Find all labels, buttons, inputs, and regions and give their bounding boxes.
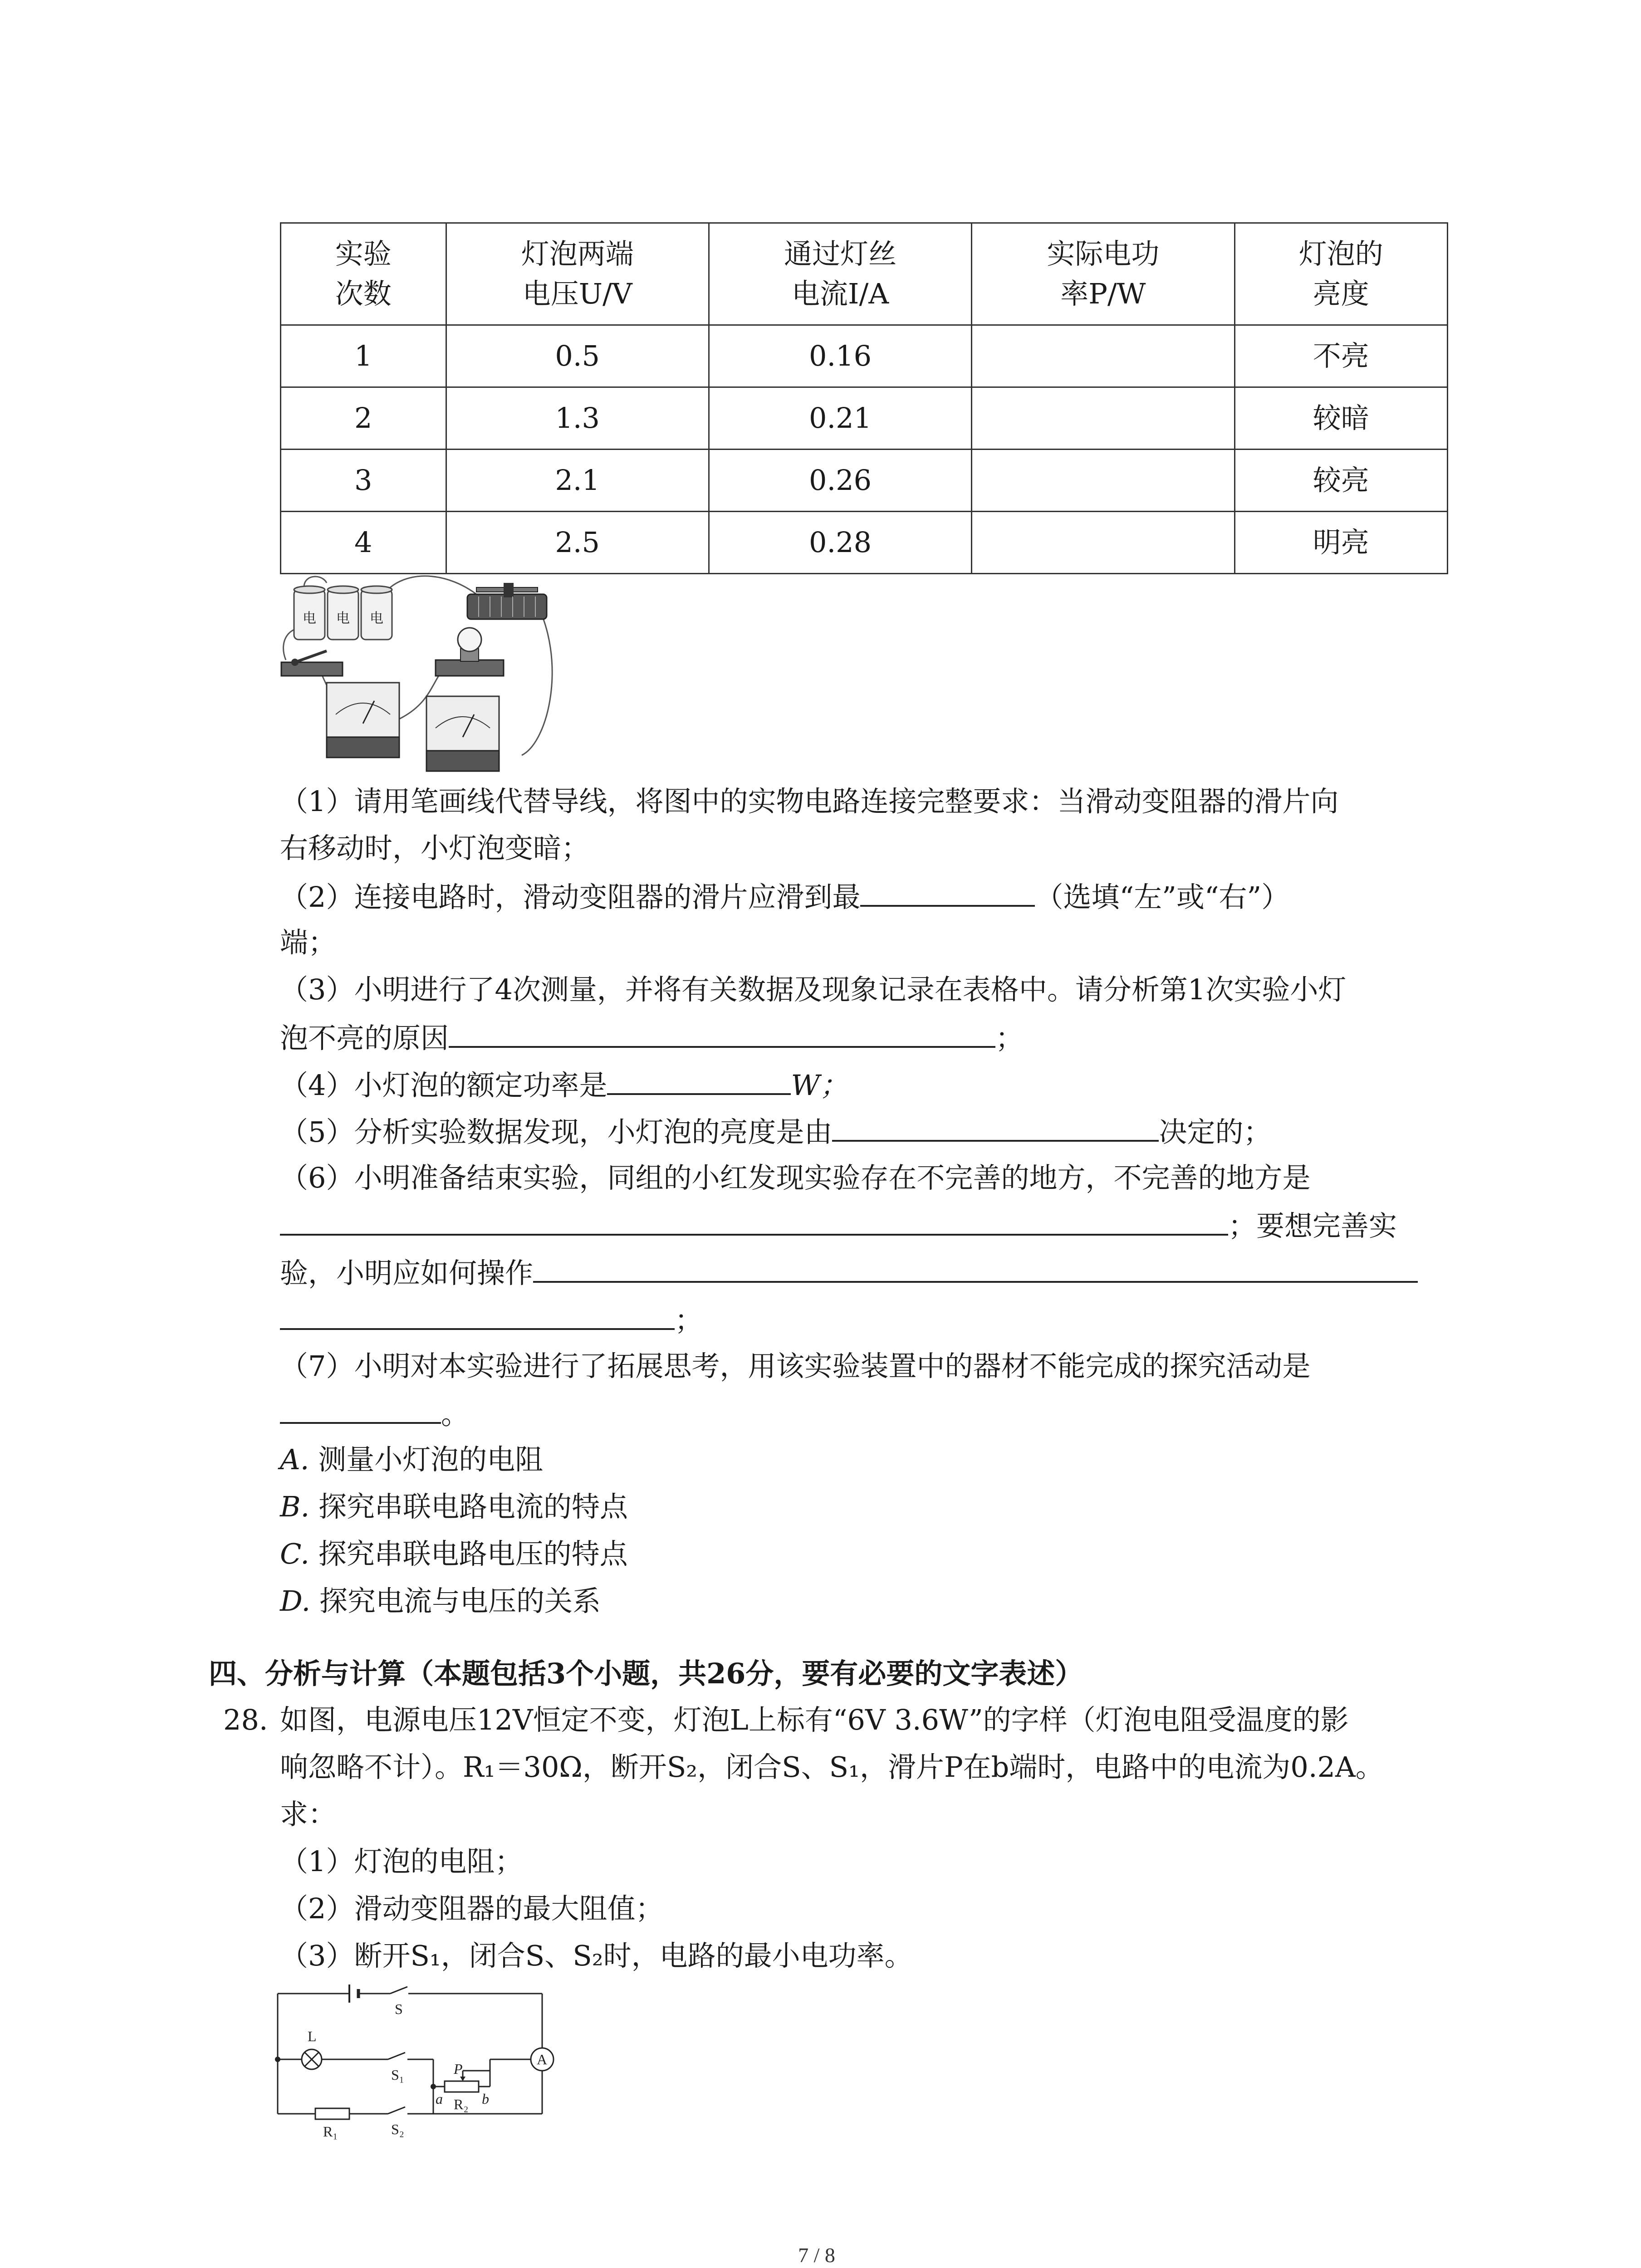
label-s1: S₁ [391, 2067, 404, 2083]
svg-text:电: 电 [370, 611, 383, 626]
q6-line2-suffix: ；要想完善实 [1228, 1209, 1397, 1242]
q2-line2: 端； [280, 926, 337, 959]
table-row [281, 325, 1448, 387]
table-header-cell: 灯泡的 亮度 [1234, 223, 1447, 325]
table-cell: 3 [281, 450, 446, 512]
q6-line3 [280, 1249, 1418, 1296]
q6-line4-suffix: ； [675, 1304, 703, 1337]
page-number: 7 / 8 [798, 2244, 835, 2267]
table-cell: 明亮 [1234, 512, 1447, 574]
table-cell: 0.16 [709, 325, 971, 387]
battery-cell [294, 586, 325, 640]
table-cell: 较亮 [1234, 450, 1447, 512]
q3-line2 [280, 1014, 1024, 1061]
q7-line1: （7）小明对本实验进行了拓展思考，用该实验装置中的器材不能完成的探究活动是 [280, 1349, 1311, 1383]
q28-sub3: （3）断开S₁，闭合S、S₂时，电路的最小电功率。 [280, 1939, 913, 1972]
table-cell[interactable] [972, 450, 1234, 512]
switch [281, 651, 343, 676]
label-b-terminal: b [482, 2091, 489, 2107]
table-cell: 4 [281, 512, 446, 574]
table-header-cell: 通过灯丝 电流I/A [709, 223, 971, 325]
q7-answer-blank[interactable] [280, 1390, 441, 1424]
battery-cell [361, 586, 392, 640]
table-cell: 0.28 [709, 512, 971, 574]
q6-answer-blank-1[interactable] [280, 1202, 1228, 1236]
option-b[interactable]: B. 探究串联电路电流的特点 [280, 1490, 628, 1523]
table-body [281, 325, 1448, 574]
q3-suffix: ； [995, 1022, 1024, 1055]
label-s2: S₂ [391, 2121, 404, 2137]
option-d[interactable]: D. 探究电流与电压的关系 [280, 1584, 601, 1618]
label-p: P [454, 2061, 463, 2077]
battery-cell [328, 586, 358, 640]
option-c[interactable]: C. 探究串联电路电压的特点 [280, 1537, 628, 1570]
q7-line2 [280, 1390, 469, 1437]
table-row [281, 387, 1448, 450]
table-header-cell: 实际电功 率P/W [972, 223, 1234, 325]
svg-text:电: 电 [336, 611, 350, 626]
label-s: S [395, 2001, 403, 2017]
q5-suffix: 决定的； [1159, 1115, 1272, 1149]
q2-answer-blank[interactable] [860, 873, 1035, 907]
table-header-cell: 实验 次数 [281, 223, 446, 325]
q28-number: 28. [223, 1703, 268, 1736]
table-cell: 1.3 [446, 387, 709, 450]
table-cell[interactable] [972, 387, 1234, 450]
q4-suffix: W； [791, 1069, 848, 1102]
data-table [280, 222, 1448, 574]
q28-line2: 响忽略不计）。R₁＝30Ω，断开S₂，闭合S、S₁，滑片P在b端时，电路中的电流为0.2A。 [280, 1750, 1384, 1784]
q4-answer-blank[interactable] [607, 1061, 791, 1095]
q5-line [280, 1108, 1271, 1155]
q6-line2 [280, 1202, 1397, 1249]
table-cell[interactable] [972, 512, 1234, 574]
q7-suffix: 。 [441, 1398, 470, 1431]
apparatus-figure [277, 569, 567, 773]
label-l: L [308, 2028, 317, 2044]
table-cell: 较暗 [1234, 387, 1447, 450]
label-ammeter: A [537, 2051, 548, 2068]
q1-line1: （1）请用笔画线代替导线，将图中的实物电路连接完整要求：当滑动变阻器的滑片向 [280, 785, 1339, 818]
q6-line4 [280, 1296, 703, 1343]
q6-answer-blank-2[interactable] [533, 1249, 1418, 1283]
ammeter [327, 683, 399, 758]
rheostat [467, 583, 547, 619]
q28-line1: 如图，电源电压12V恒定不变，灯泡L上标有“6V 3.6W”的字样（灯泡电阻受温度的影 [280, 1703, 1349, 1736]
q1-line2: 右移动时，小灯泡变暗； [280, 831, 590, 865]
q2-line1 [280, 873, 1289, 920]
table-cell: 2 [281, 387, 446, 450]
table-cell: 0.21 [709, 387, 971, 450]
q6-line1: （6）小明准备结束实验，同组的小红发现实验存在不完善的地方，不完善的地方是 [280, 1161, 1311, 1194]
table-cell: 1 [281, 325, 446, 387]
table-cell: 0.5 [446, 325, 709, 387]
table-cell: 不亮 [1234, 325, 1447, 387]
table-header-row [281, 223, 1448, 325]
q4-prefix: （4）小灯泡的额定功率是 [280, 1069, 607, 1102]
q5-prefix: （5）分析实验数据发现，小灯泡的亮度是由 [280, 1115, 833, 1149]
q28-line3: 求： [280, 1798, 337, 1831]
circuit-diagram [272, 1978, 567, 2141]
q6-line3-prefix: 验，小明应如何操作 [280, 1256, 534, 1290]
label-a-terminal: a [436, 2091, 443, 2107]
q6-answer-blank-3[interactable] [280, 1296, 675, 1330]
label-r1: R₁ [323, 2123, 338, 2140]
q2-suffix: （选填“左”或“右”） [1035, 880, 1290, 914]
q28-sub1: （1）灯泡的电阻； [280, 1845, 523, 1878]
table-header-cell: 灯泡两端 电压U/V [446, 223, 709, 325]
table-cell: 0.26 [709, 450, 971, 512]
q3-answer-blank[interactable] [449, 1014, 995, 1048]
table-cell: 2.1 [446, 450, 709, 512]
table-row [281, 512, 1448, 574]
label-r2: R₂ [454, 2096, 469, 2112]
q2-prefix: （2）连接电路时，滑动变阻器的滑片应滑到最 [280, 880, 861, 914]
option-a[interactable]: A. 测量小灯泡的电阻 [280, 1443, 544, 1476]
q28-sub2: （2）滑动变阻器的最大阻值； [280, 1892, 664, 1925]
q3-line1: （3）小明进行了4次测量，并将有关数据及现象记录在表格中。请分析第1次实验小灯 [280, 973, 1347, 1006]
q4-line [280, 1061, 848, 1108]
section-heading: 四、分析与计算（本题包括3个小题，共26分，要有必要的文字表述） [209, 1657, 1083, 1690]
q3-prefix: 泡不亮的原因 [280, 1022, 449, 1055]
table-cell[interactable] [972, 325, 1234, 387]
table-row [281, 450, 1448, 512]
table-cell: 2.5 [446, 512, 709, 574]
lamp [436, 628, 504, 676]
voltmeter [426, 696, 499, 771]
svg-text:电: 电 [303, 611, 316, 626]
q5-answer-blank[interactable] [832, 1108, 1159, 1142]
